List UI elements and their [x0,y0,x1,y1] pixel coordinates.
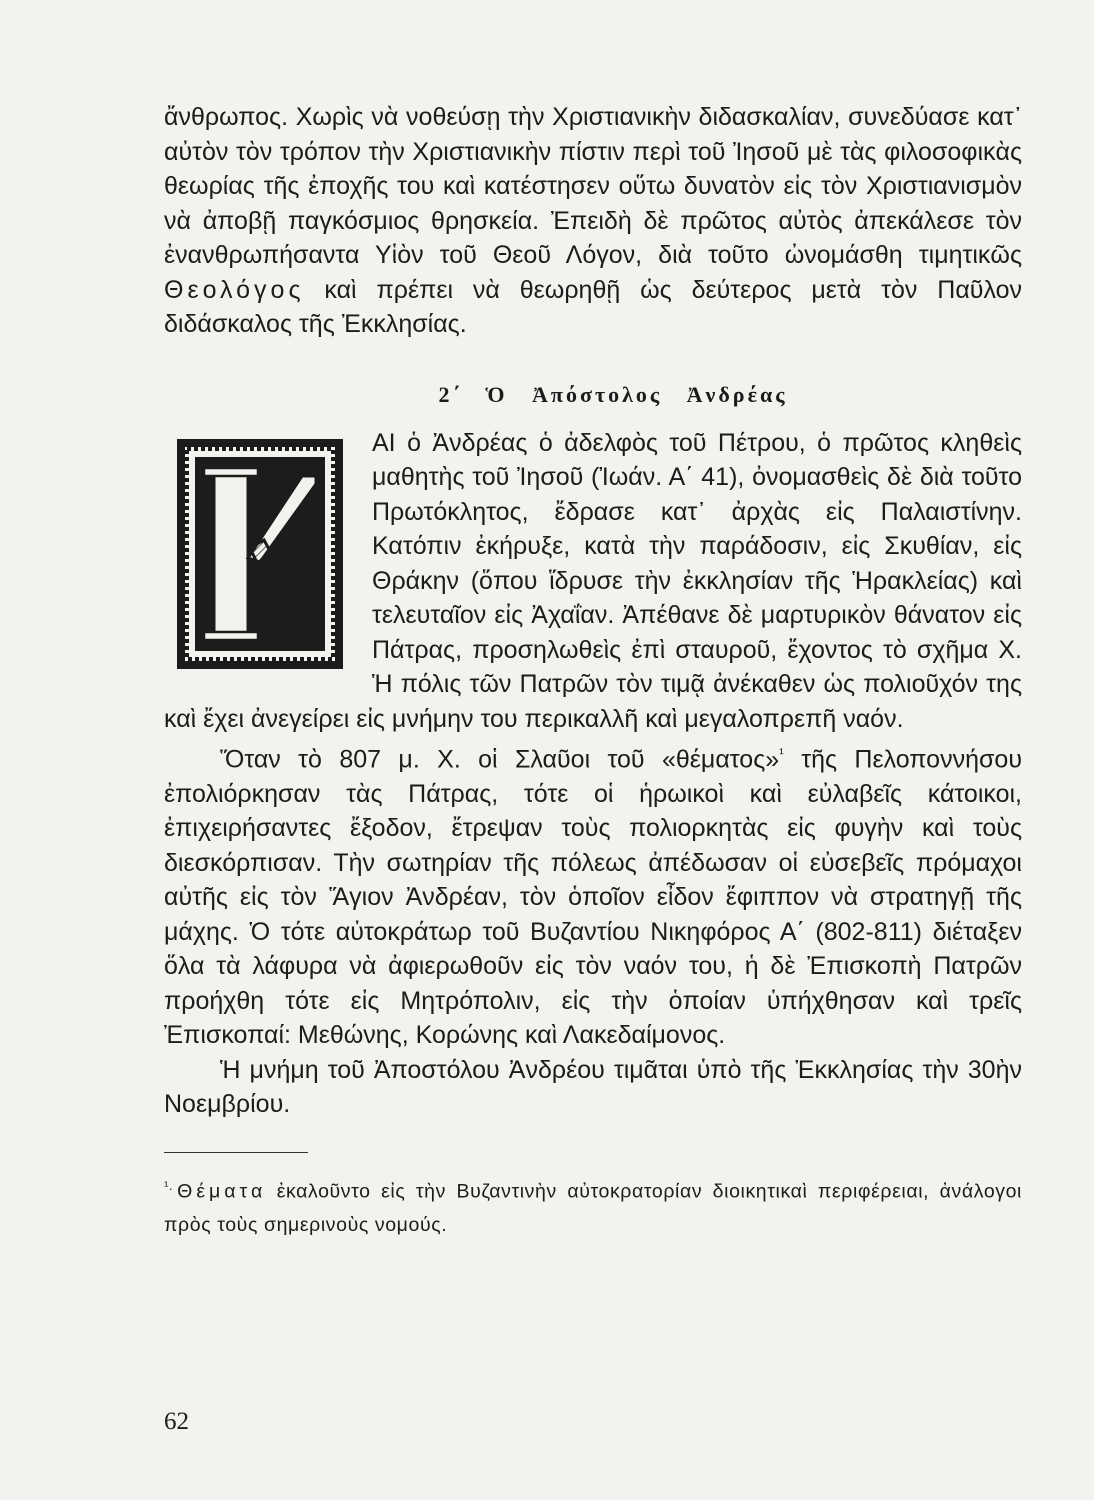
section-number: 2΄ [438,381,463,407]
footnote-divider [164,1152,308,1153]
footnote-reference: ¹ [779,745,784,761]
paragraph-3-start: Ὅταν τὸ 807 μ. Χ. οἱ Σλαῦοι τοῦ «θέματος» [220,745,780,774]
paragraph-3 [164,736,1022,1053]
page-number: 62 [164,1408,189,1435]
page-content [164,100,1022,1242]
paragraph-1-text: ἄνθρωπος. Χωρὶς νὰ νοθεύσῃ τὴν Χριστιανικὴν διδασκαλίαν, συνεδύασε κατ᾿ αὐτὸν τὸν τρόπον τὴν Χριστιανικὴν πίστιν περὶ τοῦ Ἰησοῦ μὲ τὰς φιλοσοφικὰς θεωρίας τῆς ἐποχῆς του καὶ κατέστησεν οὕτω δυνατὸν εἰς τὸν Χριστιανισμὸν νὰ ἀποβῇ παγκόσμιος θρησκεία. Ἐπειδὴ δὲ πρῶτος αὐτὸς ἀπεκάλεσε τὸν ἐνανθρωπήσαντα Υἱὸν τοῦ Θεοῦ Λόγον, διὰ τοῦτο ὠνομάσθη τιμητικῶς [164,103,1022,269]
footnote-mark: ¹. [164,1177,174,1193]
paragraph-2: ΑΙ ὁ Ἀνδρέας ὁ ἀδελφὸς τοῦ Πέτρου, ὁ πρῶτος κληθεὶς μαθητὴς τοῦ Ἰησοῦ (Ἰωάν. Α΄ 41), ὀνομασθεὶς δὲ διὰ τοῦτο Πρωτόκλητος, ἔδρασε κατ᾿ ἀρχὰς εἰς Παλαιστίνην. Κατόπιν ἐκήρυξε, κατὰ τὴν παράδοσιν, εἰς Σκυθίαν, εἰς Θράκην (ὅπου ἵδρυσε τὴν ἐκκλησίαν τῆς Ἡρακλείας) καὶ τελευταῖον εἰς Ἀχαΐαν. Ἀπέθανε δὲ μαρτυρικὸν θάνατον εἰς Πάτρας, προσηλωθεὶς ἐπὶ σταυροῦ, ἔχοντος τὸ σχῆμα Χ. Ἡ πόλις τῶν Πατρῶν τὸν τιμᾷ ἀνέκαθεν ὡς πολιοῦχόν της καὶ ἔχει ἀνεγείρει εἰς μνήμην του περικαλλῆ καὶ μεγαλοπρεπῆ ναόν. [164,428,1022,733]
section-title-word-2: Ἀνδρέας [686,381,788,407]
footnote-term: Θέματα [177,1180,267,1203]
section-heading [164,382,1022,408]
emphasized-word: Θεολόγος [164,275,305,304]
paragraph-4: Ἡ μνήμη τοῦ Ἀποστόλου Ἀνδρέου τιμᾶται ὑπὸ τῆς Ἐκκλησίας τὴν 30ὴν Νοεμβρίου. [164,1055,1022,1119]
paragraph-1 [164,100,1022,342]
paragraph-1-end: καὶ πρέπει νὰ θεωρηθῇ ὡς δεύτερος μετὰ τὸν Παῦλον διδάσκαλος τῆς Ἐκκλησίας. [164,275,1023,338]
section-article: Ὁ [485,381,508,407]
decorated-initial-letter [176,438,344,670]
footnote-text: ἐκαλοῦντο εἰς τὴν Βυζαντινὴν αὐτοκρατορίαν διοικητικαὶ περιφέρειαι, ἀνάλογοι πρὸς τοὺς σημερινοὺς νομούς. [164,1180,1022,1237]
section-title-word-1: Ἀπόστολος [532,381,663,407]
paragraph-3-rest: τῆς Πελοποννήσου ἐπολιόρκησαν τὰς Πάτρας, τότε οἱ ἡρωικοὶ καὶ εὐλαβεῖς κάτοικοι, ἐπιχειρήσαντες ἔξοδον, ἔτρεψαν τοὺς πολιορκητὰς εἰς φυγὴν καὶ τοὺς διεσκόρπισαν. Τὴν σωτηρίαν τῆς πόλεως ἀπέδωσαν οἱ εὐσεβεῖς πρόμαχοι αὐτῆς εἰς τὸν Ἅγιον Ἀνδρέαν, τὸν ὁποῖον εἶδον ἔφιππον νὰ στρατηγῇ τῆς μάχης. Ὁ τότε αὐτοκράτωρ τοῦ Βυζαντίου Νικηφόρος Α΄ (802-811) διέταξεν ὅλα τὰ λάφυρα νὰ ἀφιερωθοῦν εἰς τὸν ναόν του, ἡ δὲ Ἐπισκοπὴ Πατρῶν προήχθη τότε εἰς Μητρόπολιν, εἰς τὴν ὁποίαν ὑπήχθησαν καὶ τρεῖς Ἐπισκοπαί: Μεθώνης, Κορώνης καὶ Λακεδαίμονος. [164,745,1022,1050]
footnote [164,1169,1022,1243]
ornate-initial-icon [176,438,344,670]
